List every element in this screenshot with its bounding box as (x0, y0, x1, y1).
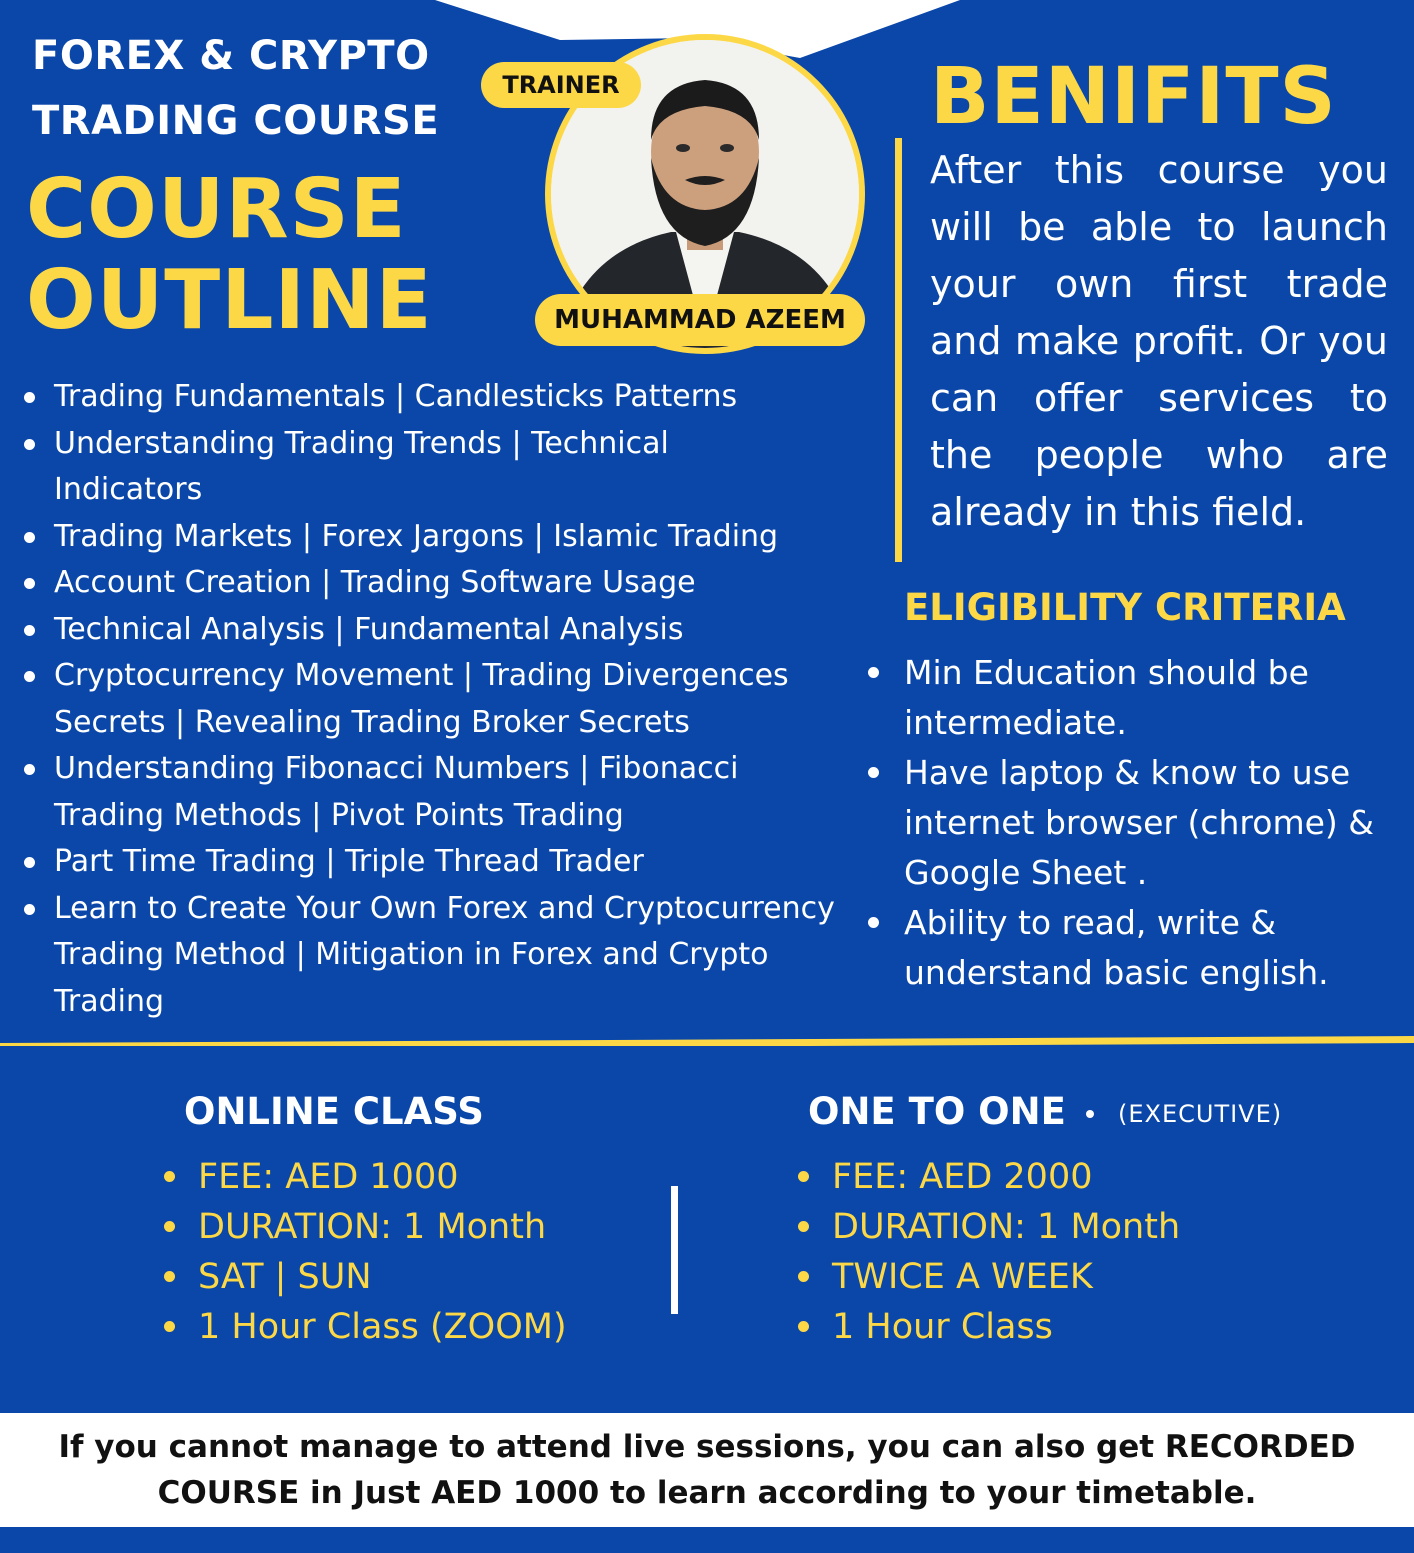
trainer-name: MUHAMMAD AZEEM (535, 294, 865, 346)
outline-item: Learn to Create Your Own Forex and Cryptocurrency Trading Method | Mitigation in Forex and Crypto Trading (18, 886, 844, 1026)
online-class-item: FEE: AED 1000 (160, 1152, 720, 1202)
course-subtitle-line2: TRADING COURSE (32, 98, 440, 144)
online-class-item: 1 Hour Class (ZOOM) (160, 1302, 720, 1352)
eligibility-list (866, 648, 1406, 998)
outline-item: Cryptocurrency Movement | Trading Divergences Secrets | Revealing Trading Broker Secrets (18, 653, 878, 746)
one-to-one-item: FEE: AED 2000 (794, 1152, 1354, 1202)
eligibility-item: Min Education should be intermediate. (866, 648, 1374, 748)
outline-item: Trading Markets | Forex Jargons | Islamic Trading (18, 514, 878, 561)
one-to-one-list (794, 1152, 1354, 1352)
one-to-one-item: 1 Hour Class (794, 1302, 1354, 1352)
outline-item: Part Time Trading | Triple Thread Trader (18, 839, 878, 886)
eligibility-item: Ability to read, write & understand basic english. (866, 898, 1374, 998)
one-to-one-item: TWICE A WEEK (794, 1252, 1354, 1302)
one-to-one-tag: (EXECUTIVE) (1118, 1100, 1283, 1128)
eligibility-item: Have laptop & know to use internet browser (chrome) & Google Sheet . (866, 748, 1406, 898)
outline-item: Technical Analysis | Fundamental Analysis (18, 607, 878, 654)
course-title-line1: COURSE (26, 162, 407, 257)
section-separator (0, 1036, 1414, 1046)
online-class-list (160, 1152, 720, 1352)
plans-divider (671, 1186, 678, 1314)
bottom-band (0, 1527, 1414, 1553)
course-subtitle-line1: FOREX & CRYPTO (32, 33, 430, 79)
eligibility-title: ELIGIBILITY CRITERIA (904, 586, 1346, 629)
online-class-item: DURATION: 1 Month (160, 1202, 720, 1252)
online-class-title: ONLINE CLASS (184, 1090, 484, 1133)
outline-item: Trading Fundamentals | Candlesticks Patterns (18, 374, 878, 421)
benefits-text: After this course you will be able to launch your own first trade and make profit. Or you can offer services to the people who are already in this field. (930, 148, 1388, 534)
benefits-accent-bar (895, 138, 902, 562)
course-title-line2: OUTLINE (26, 253, 433, 348)
trainer-badge: TRAINER (481, 62, 641, 108)
one-to-one-title: ONE TO ONE (808, 1090, 1066, 1133)
course-outline-list (18, 374, 878, 1025)
outline-item: Account Creation | Trading Software Usage (18, 560, 878, 607)
one-to-one-bullet (1086, 1110, 1094, 1118)
online-class-item: SAT | SUN (160, 1252, 720, 1302)
footer-note: If you cannot manage to attend live sessions, you can also get RECORDED COURSE in Just AED 1000 to learn according to your timetable. (58, 1429, 1356, 1511)
one-to-one-item: DURATION: 1 Month (794, 1202, 1354, 1252)
outline-item: Understanding Fibonacci Numbers | Fibonacci Trading Methods | Pivot Points Trading (18, 746, 854, 839)
outline-item: Understanding Trading Trends | Technical Indicators (18, 421, 774, 514)
benefits-title: BENIFITS (930, 52, 1337, 142)
